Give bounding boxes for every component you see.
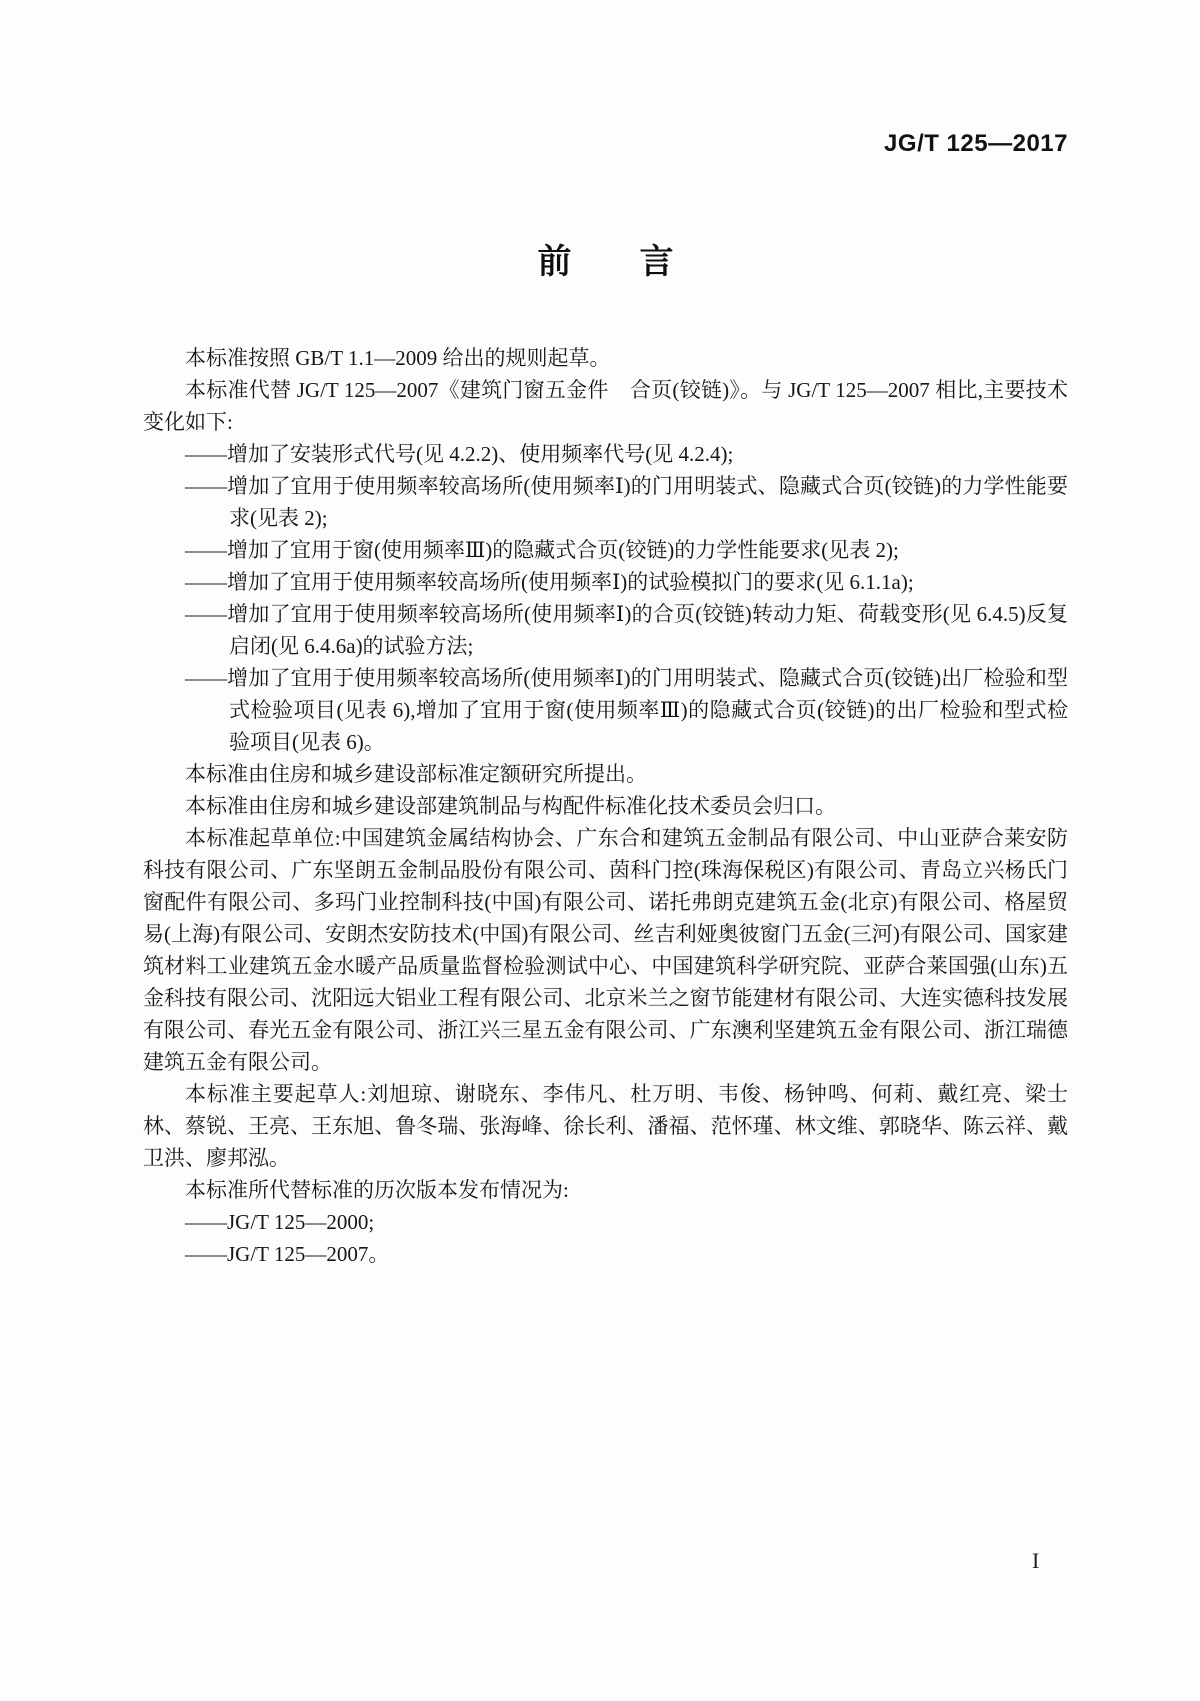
change-list-item: ——增加了宜用于使用频率较高场所(使用频率Ⅰ)的合页(铰链)转动力矩、荷载变形(见 6.4.5)反复启闭(见 6.4.6a)的试验方法; xyxy=(185,602,1068,658)
foreword-body xyxy=(143,342,1068,1270)
change-list-item: ——增加了宜用于使用频率较高场所(使用频率Ⅰ)的门用明装式、隐藏式合页(铰链)出厂检验和型式检验项目(见表 6),增加了宜用于窗(使用频率Ⅲ)的隐藏式合页(铰链)的出厂检验和型式检验项目(见表 6)。 xyxy=(185,666,1068,754)
change-list-item: ——JG/T 125—2007。 xyxy=(185,1242,390,1266)
paragraph: 本标准按照 GB/T 1.1—2009 给出的规则起草。 xyxy=(185,346,611,370)
paragraph: 本标准起草单位:中国建筑金属结构协会、广东合和建筑五金制品有限公司、中山亚萨合莱安防科技有限公司、广东坚朗五金制品股份有限公司、茵科门控(珠海保税区)有限公司、青岛立兴杨氏门窗配件有限公司、多玛门业控制科技(中国)有限公司、诺托弗朗克建筑五金(北京)有限公司、格屋贸易(上海)有限公司、安朗杰安防技术(中国)有限公司、丝吉利娅奥彼窗门五金(三河)有限公司、国家建筑材料工业建筑五金水暖产品质量监督检验测试中心、中国建筑科学研究院、亚萨合莱国强(山东)五金科技有限公司、沈阳远大铝业工程有限公司、北京米兰之窗节能建材有限公司、大连实德科技发展有限公司、春光五金有限公司、浙江兴三星五金有限公司、广东澳利坚建筑五金有限公司、浙江瑞德建筑五金有限公司。 xyxy=(143,826,1068,1074)
change-list-item: ——增加了宜用于窗(使用频率Ⅲ)的隐藏式合页(铰链)的力学性能要求(见表 2); xyxy=(185,538,899,562)
page-title: 前 言 xyxy=(537,243,674,281)
paragraph: 本标准代替 JG/T 125—2007《建筑门窗五金件 合页(铰链)》。与 JG/T 125—2007 相比,主要技术变化如下: xyxy=(143,378,1068,434)
change-list-item: ——增加了宜用于使用频率较高场所(使用频率Ⅰ)的门用明装式、隐藏式合页(铰链)的力学性能要求(见表 2); xyxy=(185,474,1068,530)
page-number: I xyxy=(1032,1548,1040,1573)
paragraph: 本标准所代替标准的历次版本发布情况为: xyxy=(185,1178,569,1202)
change-list-item: ——增加了安装形式代号(见 4.2.2)、使用频率代号(见 4.2.4); xyxy=(185,442,734,466)
change-list-item: ——增加了宜用于使用频率较高场所(使用频率Ⅰ)的试验模拟门的要求(见 6.1.1a); xyxy=(185,570,914,594)
standard-code: JG/T 125—2017 xyxy=(884,130,1068,157)
change-list-item: ——JG/T 125—2000; xyxy=(185,1210,375,1234)
paragraph: 本标准由住房和城乡建设部标准定额研究所提出。 xyxy=(185,762,647,786)
paragraph: 本标准由住房和城乡建设部建筑制品与构配件标准化技术委员会归口。 xyxy=(185,794,836,818)
paragraph: 本标准主要起草人:刘旭琼、谢晓东、李伟凡、杜万明、韦俊、杨钟鸣、何莉、戴红亮、梁士林、蔡锐、王亮、王东旭、鲁冬瑞、张海峰、徐长利、潘福、范怀瑾、林文维、郭晓华、陈云祥、戴卫洪、廖邦泓。 xyxy=(143,1082,1068,1170)
